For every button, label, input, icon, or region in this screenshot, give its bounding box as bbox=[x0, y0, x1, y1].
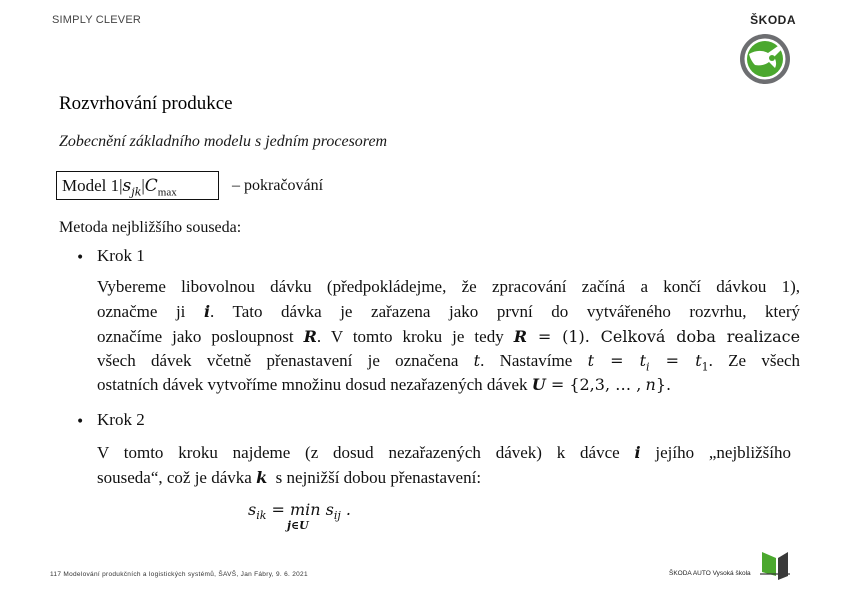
footer-school: ŠKODA AUTO Vysoká škola bbox=[669, 570, 751, 577]
period: . bbox=[340, 500, 351, 519]
text: jejího „nejbližšího bbox=[655, 443, 792, 462]
step-1-line bbox=[97, 325, 800, 350]
text: . Tato dávka je zařazena jako první do vytvářeného rozvrhu, který bbox=[210, 302, 800, 321]
subscript: ik bbox=[256, 509, 267, 523]
continuation-label: – pokračování bbox=[232, 177, 324, 194]
min-label: min bbox=[289, 500, 321, 519]
min-subscript: j∈U bbox=[286, 519, 309, 532]
footer-citation: 117 Modelování produkčních a logistických systémů, ŠAVŠ, Jan Fábry, 9. 6. 2021 bbox=[50, 571, 308, 578]
text: . V tomto kroku je tedy bbox=[316, 327, 504, 346]
math-t: t bbox=[639, 351, 647, 370]
text: }. bbox=[655, 375, 672, 394]
text: Vybereme libovolnou dávku (předpokládejme, že zpracování začíná a končí dávkou 1), bbox=[97, 277, 800, 296]
text: = {2,3, … , bbox=[545, 375, 642, 394]
brand-wordmark: ŠKODA bbox=[750, 13, 796, 27]
model-notation-box bbox=[56, 171, 219, 200]
slide-title: Rozvrhování produkce bbox=[59, 93, 233, 114]
step-1-heading: Krok 1 bbox=[97, 246, 145, 265]
text: . Ze všech bbox=[708, 351, 801, 370]
step-2-line bbox=[97, 466, 481, 491]
objective-subscript: max bbox=[157, 186, 177, 199]
math-s: s bbox=[248, 500, 257, 519]
math-t: t bbox=[695, 351, 702, 370]
subscript: ij bbox=[333, 509, 341, 523]
math-t: t bbox=[473, 351, 481, 370]
subscript: i bbox=[646, 360, 650, 374]
step-1-line bbox=[97, 373, 671, 398]
school-logo-icon bbox=[758, 550, 792, 582]
math-R: R bbox=[303, 327, 317, 346]
text: = bbox=[649, 351, 696, 370]
separator: | bbox=[141, 176, 145, 195]
setup-time-symbol: s bbox=[122, 176, 132, 196]
math-k: k bbox=[256, 468, 268, 487]
text: označme ji bbox=[97, 302, 186, 321]
text: s nejnižší dobou přenastavení: bbox=[275, 468, 482, 487]
slide-subtitle: Zobecnění základního modelu s jedním procesorem bbox=[59, 133, 388, 150]
objective-symbol: C bbox=[144, 176, 158, 196]
bullet: • bbox=[76, 414, 85, 430]
subscript: 1 bbox=[701, 360, 709, 374]
text: ostatních dávek vytvoříme množinu dosud nezařazených dávek bbox=[97, 375, 528, 394]
skoda-logo-icon bbox=[738, 32, 792, 86]
math-n: n bbox=[645, 375, 656, 394]
math-i: i bbox=[634, 443, 641, 462]
math-s: s bbox=[325, 500, 334, 519]
text: označíme jako posloupnost bbox=[97, 327, 294, 346]
method-heading: Metoda nejbližšího souseda: bbox=[59, 219, 242, 236]
setup-time-subscript: jk bbox=[131, 185, 142, 199]
math-i: i bbox=[203, 302, 211, 321]
math-U: U bbox=[531, 375, 546, 394]
min-operator bbox=[286, 500, 321, 532]
text: všech dávek včetně přenastavení je označena bbox=[97, 351, 459, 370]
math-t: t bbox=[587, 351, 594, 370]
text: . Nastavíme bbox=[480, 351, 573, 370]
model-label: Model 1 bbox=[62, 176, 120, 195]
step-2-heading: Krok 2 bbox=[97, 410, 145, 429]
text: = bbox=[594, 351, 640, 370]
step-1-line bbox=[97, 275, 800, 300]
equals: = bbox=[266, 500, 290, 519]
text: = (1). Celková doba realizace bbox=[527, 327, 801, 346]
tagline: SIMPLY CLEVER bbox=[52, 14, 142, 26]
text: V tomto kroku najdeme (z dosud nezařazených dávek) k dávce bbox=[97, 443, 620, 462]
step-2-line bbox=[97, 441, 791, 466]
separator: | bbox=[119, 176, 123, 195]
math-R: R bbox=[513, 327, 528, 346]
text: souseda“, což je dávka bbox=[97, 468, 252, 487]
step-1-line bbox=[97, 300, 800, 325]
nearest-neighbor-formula bbox=[248, 500, 351, 532]
bullet: • bbox=[76, 250, 85, 266]
